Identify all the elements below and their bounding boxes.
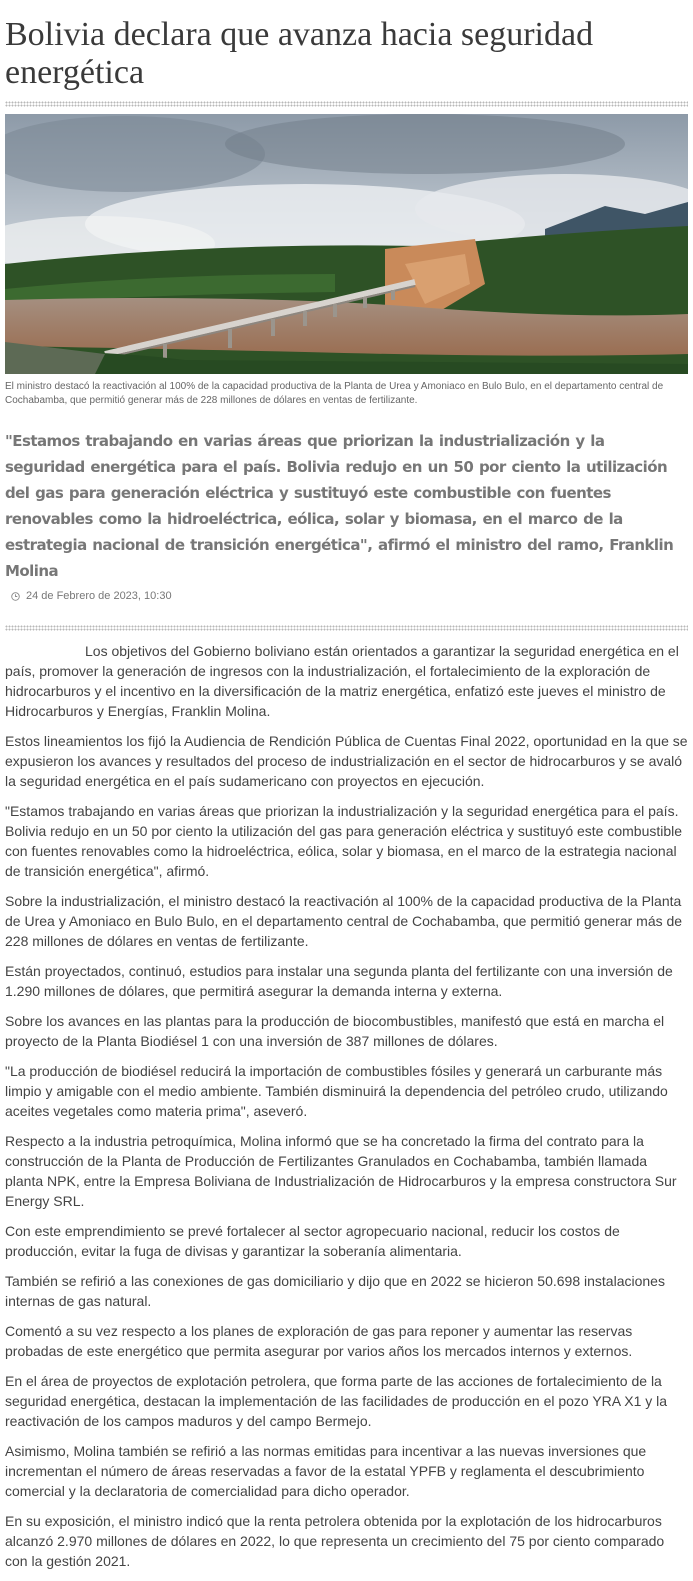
body-paragraph: Sobre la industrialización, el ministro destacó la reactivación al 100% de la capacidad productiva de la Planta de Urea y Amoniaco en Bulo Bulo, en el departamento central de Cochabamba, que permitió generar más de 228 millones de dólares en ventas de fertilizante. (5, 893, 683, 949)
body-paragraph: En su exposición, el ministro indicó que la renta petrolera obtenida por la explotación de los hidrocarburos alcanzó 2.970 millones de dólares en 2022, lo que representa un crecimiento del 75 por ciento comparado con la gestión 2021. (5, 1513, 665, 1569)
body-paragraph: Los objetivos del Gobierno boliviano están orientados a garantizar la seguridad energética en el país, promover la generación de ingresos con la industrialización, el fortalecimiento de la exploración de hidrocarburos y el incentivo en la diversificación de la matriz energética, enfatizó este jueves el ministro de Hidrocarburos y Energías, Franklin Molina. (5, 643, 679, 719)
dotted-divider (5, 625, 688, 631)
body-paragraph: "La producción de biodiésel reducirá la importación de combustibles fósiles y generará un carburante más limpio y amigable con el medio ambiente. También disminuirá la dependencia del petróleo crudo, utilizando aceites vegetales como materia prima", aseveró. (5, 1063, 668, 1119)
clock-icon (11, 592, 20, 601)
body-paragraph: Comentó a su vez respecto a los planes de exploración de gas para reponer y aumentar las reservas probadas de este energético que permita asegurar por varios años los mercados internos y externos. (5, 1323, 633, 1359)
article-body (5, 641, 688, 1571)
body-paragraph: "Estamos trabajando en varias áreas que priorizan la industrialización y la seguridad energética para el país. Bolivia redujo en un 50 por ciento la utilización del gas para generación eléctrica y sustituyó este combustible con fuentes renovables como la hidroeléctrica, eólica, solar y biomasa, en el marco de la estrategia nacional de transición energética", afirmó. (5, 803, 683, 879)
body-paragraph: Están proyectados, continuó, estudios para instalar una segunda planta del fertilizante con una inversión de 1.290 millones de dólares, que permitirá asegurar la demanda interna y externa. (5, 963, 673, 999)
body-paragraph: Asimismo, Molina también se refirió a las normas emitidas para incentivar a las nuevas inversiones que incrementan el número de áreas reservadas a favor de la estatal YPFB y reglamenta el descubrimiento comercial y la declaratoria de comercialidad para dicho operador. (5, 1443, 647, 1499)
body-paragraph: Respecto a la industria petroquímica, Molina informó que se ha concretado la firma del contrato para la construcción de la Planta de Producción de Fertilizantes Granulados en Cochabamba, también llamada planta NPK, entre la Empresa Boliviana de Industrialización de Hidrocarburos y la empresa constructora Sur Energy SRL. (5, 1133, 677, 1209)
date-text: 24 de Febrero de 2023, 10:30 (26, 590, 172, 602)
article-lead: "Estamos trabajando en varias áreas que priorizan la industrialización y la seguridad energética para el país. Bolivia redujo en un 50 por ciento la utilización del gas para generación eléctrica y sustituyó este combustible con fuentes renovables como la hidroeléctrica, eólica, solar y biomasa, en el marco de la estrategia nacional de transición energética", afirmó el ministro del ramo, Franklin Molina (5, 432, 674, 580)
article (5, 0, 688, 1581)
dotted-divider (5, 101, 688, 107)
photo-caption: El ministro destacó la reactivación al 100% de la capacidad productiva de la Planta de Urea y Amoniaco en Bulo Bulo, en el departamento central de Cochabamba, que permitió generar más de 228 millones de dólares en ventas de fertilizante. (5, 381, 664, 406)
body-paragraph: Con este emprendimiento se prevé fortalecer al sector agropecuario nacional, reducir los costos de producción, evitar la fuga de divisas y garantizar la soberanía alimentaria. (5, 1223, 620, 1259)
body-paragraph: También se refirió a las conexiones de gas domiciliario y dijo que en 2022 se hicieron 50.698 instalaciones internas de gas natural. (5, 1273, 665, 1309)
article-photo (5, 114, 688, 374)
body-paragraph: Sobre los avances en las plantas para la producción de biocombustibles, manifestó que está en marcha el proyecto de la Planta Biodiésel 1 con una inversión de 387 millones de dólares. (5, 1013, 665, 1049)
article-title: Bolivia declara que avanza hacia seguridad energética (5, 16, 594, 91)
article-date (11, 590, 688, 602)
body-paragraph: En el área de proyectos de explotación petrolera, que forma parte de las acciones de fortalecimiento de la seguridad energética, destacan la implementación de las facilidades de producción en el pozo YRA X1 y la reactivación de los campos maduros y del campo Bermejo. (5, 1373, 668, 1429)
body-paragraph: Estos lineamientos los fijó la Audiencia de Rendición Pública de Cuentas Final 2022, oportunidad en la que se expusieron los avances y resultados del proceso de industrialización en el sector de hidrocarburos y se avaló la seguridad energética en el país sudamericano con proyectos en ejecución. (5, 733, 688, 789)
